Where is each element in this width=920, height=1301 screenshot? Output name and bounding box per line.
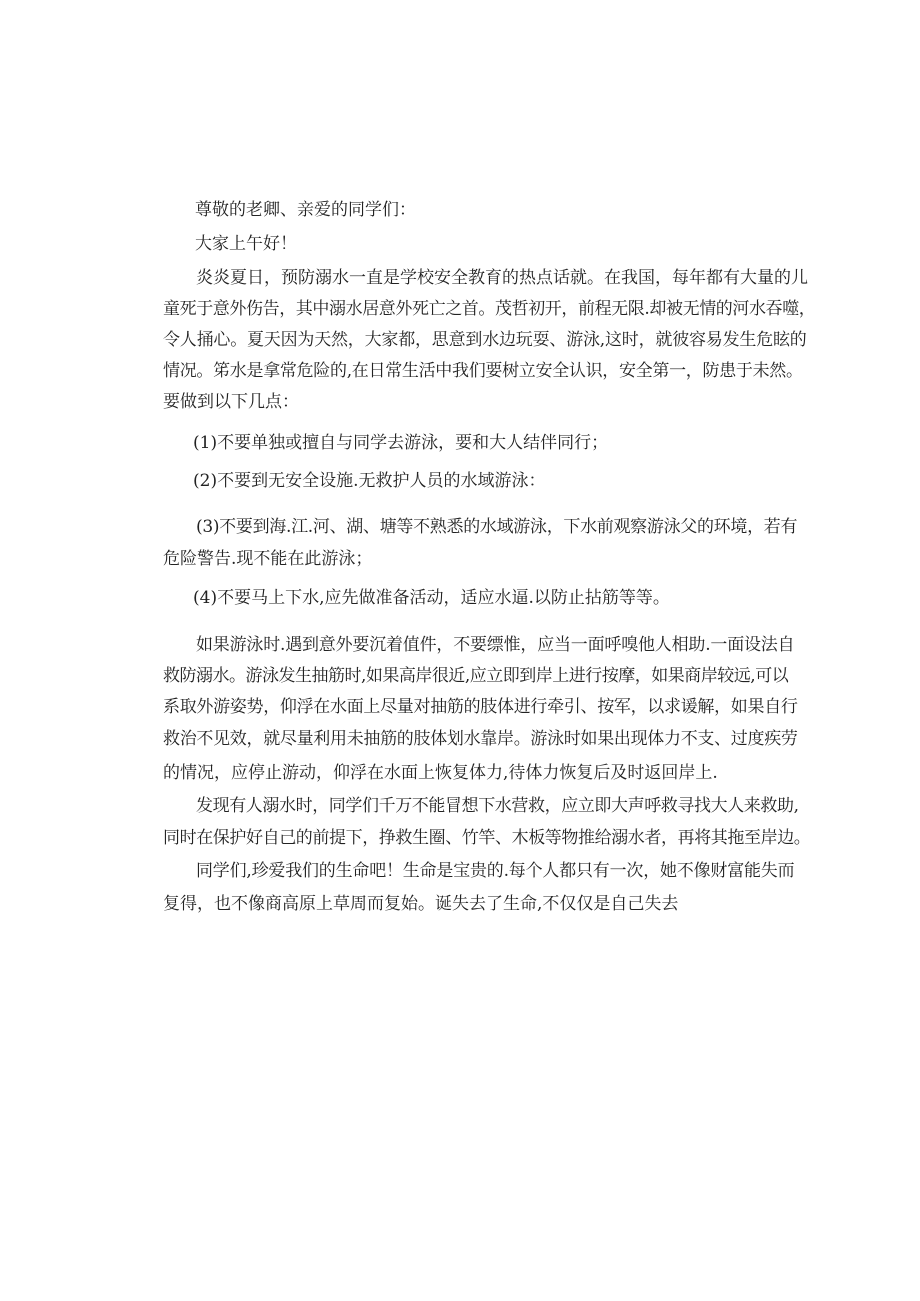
rule-item: (4)不要马上下水,应先做准备活动，适应水逼.以防止拈筋等等。 bbox=[193, 588, 670, 608]
self-rescue-line: 救防溺水。游泳发生抽筋时,如果高岸很近,应立即到岸上进行按摩，如果商岸较远,可以 bbox=[163, 666, 789, 686]
closing-line: 同学们,珍爱我们的生命吧！生命是宝贵的.每个人都只有一次，她不像财富能失而 bbox=[196, 861, 795, 881]
intro-line: 要做到以下几点： bbox=[163, 392, 299, 412]
greeting: 大家上午好！ bbox=[195, 234, 297, 254]
self-rescue-line: 如果游泳时.遇到意外要沉着值件，不要缥惟，应当一面呼嗅他人相助.一面设法自 bbox=[196, 635, 795, 655]
rule-item: (3)不要到海.江.河、湖、塘等不熟悉的水域游泳，下水前观察游泳父的环境，若有 bbox=[196, 517, 798, 537]
self-rescue-line: 的情况，应停止游动，仰浮在水面上恢复体力,待体力恢复后及时返回岸上. bbox=[163, 763, 718, 783]
intro-line: 令人捅心。夏天因为天然，大家都，思意到水边玩耍、游泳,这时，就彼容易发生危眩的 bbox=[163, 330, 807, 350]
salutation: 尊敬的老卿、亲爱的同学们： bbox=[195, 200, 416, 220]
rule-item: 危险警告.现不能在此游泳； bbox=[163, 549, 373, 569]
self-rescue-line: 系取外游姿势，仰浮在水面上尽量对抽筋的肢体进行牵引、按军，以求谖解，如果自行 bbox=[163, 697, 798, 717]
help-others-line: 同时在保护好自己的前提下，挣救生圈、竹竿、木板等物推给溺水者，再将其拖至岸边。 bbox=[163, 828, 811, 848]
help-others-line: 发现有人溺水时，同学们千万不能冒想下水营救，应立即大声呼救寻找大人来救助, bbox=[196, 796, 799, 816]
intro-line: 情况。笫水是拿常危险的,在日常生活中我们要树立安全认识，安全第一，防患于未然。 bbox=[163, 361, 803, 381]
intro-line: 童死于意外伤告，其中溺水居意外死亡之首。茂哲初开，前程无限.却被无情的河水吞噬， bbox=[163, 299, 816, 319]
rule-item: (1)不要单独或擅自与同学去游泳，要和大人结伴同行； bbox=[193, 433, 609, 453]
self-rescue-line: 救治不见效，就尽量利用未抽筋的肢体划水靠岸。游泳时如果出现体力不支、过度疾劳 bbox=[163, 729, 798, 749]
rule-item: (2)不要到无安全设施.无救护人员的水域游泳： bbox=[193, 471, 546, 491]
closing-line: 复得，也不像商高原上草周而复始。诞失去了生命,不仅仅是自己失去 bbox=[163, 894, 679, 914]
intro-line: 炎炎夏日，预防溺水一直是学校安全教育的热点话就。在我国，每年都有大量的儿 bbox=[196, 268, 808, 288]
